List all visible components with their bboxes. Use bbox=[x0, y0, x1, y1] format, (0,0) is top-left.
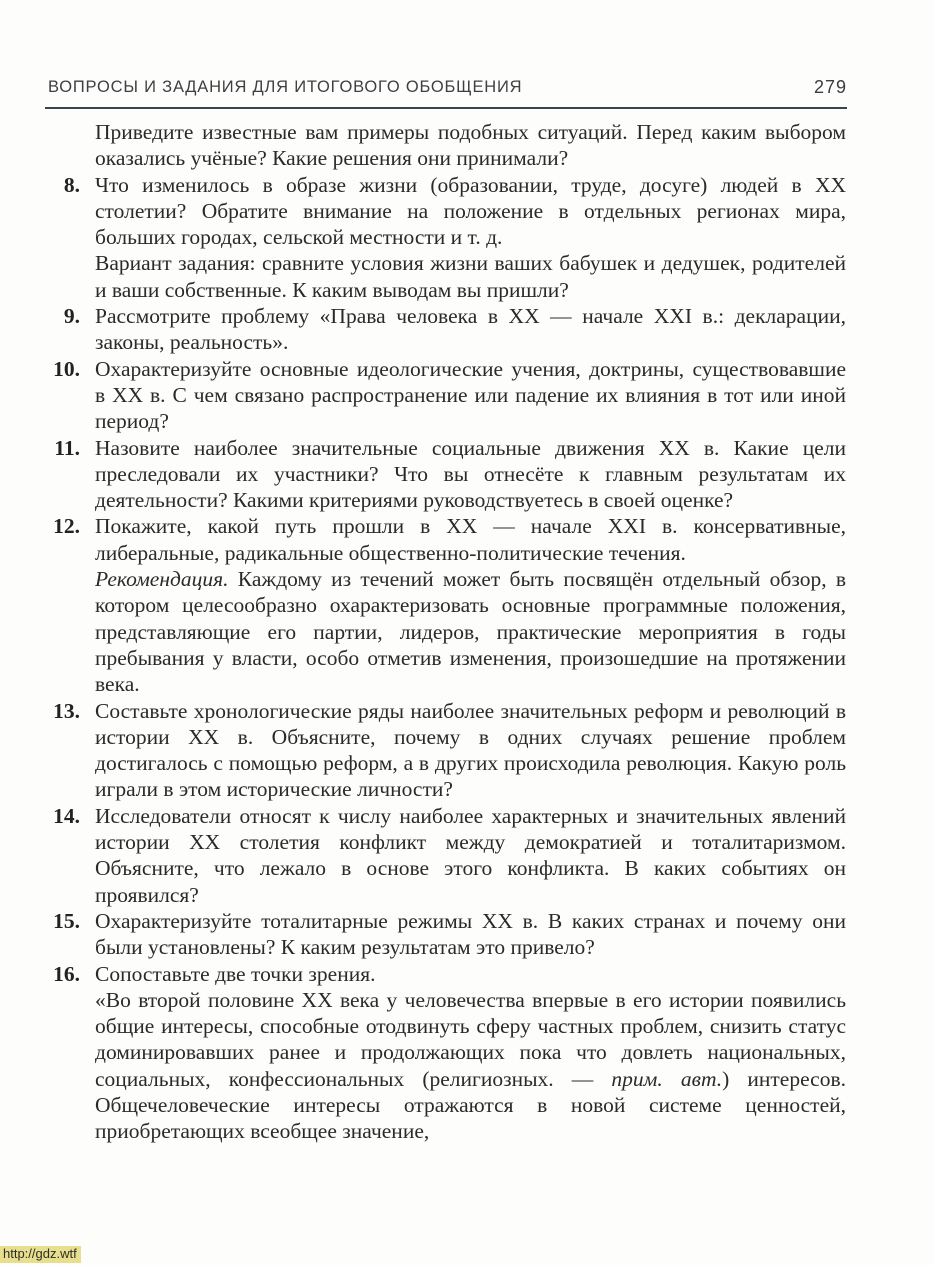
question-text: «Во второй половине XX века у человечества впервые в его истории появились общие интересы, способные отодвинуть сферу частных проблем, снизить статус доминировавших ранее и продолжающих пока что довлеть национальных, социальных, конфессиональных (религиозных. — bbox=[95, 987, 846, 1091]
question-item bbox=[63, 172, 846, 303]
question-item bbox=[53, 356, 846, 435]
question-paragraph bbox=[95, 803, 846, 908]
question-item bbox=[63, 303, 846, 356]
question-paragraph bbox=[95, 698, 846, 803]
question-item bbox=[53, 908, 846, 961]
question-text: Вариант задания: сравните условия жизни ваших бабушек и дедушек, родителей и ваши собственные. К каким выводам вы пришли? bbox=[95, 251, 846, 302]
question-text: Покажите, какой путь прошли в XX — начале XXI в. консервативные, либеральные, радикальные общественно-политические течения. bbox=[95, 514, 846, 565]
question-number: 8. bbox=[63, 172, 80, 197]
page-header bbox=[48, 78, 847, 100]
question-paragraph bbox=[95, 987, 846, 1145]
questions-list bbox=[53, 119, 846, 1145]
question-paragraph bbox=[95, 566, 846, 697]
question-item bbox=[53, 698, 846, 803]
question-text: Что изменилось в образе жизни (образовании, труде, досуге) людей в XX столетии? Обратите внимание на положение в отдельных регионах мира, больших городах, сельской местности и т. д. bbox=[95, 172, 846, 250]
question-text: ) интересов. Общечеловеческие интересы отражаются в новой системе ценностей, приобретающих всеобщее значение, bbox=[95, 1066, 846, 1144]
question-text: Исследователи относят к числу наиболее характерных и значительных явлений истории XX столетия конфликт между демократией и тоталитаризмом. Объясните, что лежало в основе этого конфликта. В каких событиях он проявился? bbox=[95, 803, 846, 907]
question-paragraph bbox=[95, 303, 846, 356]
question-number: 9. bbox=[63, 304, 80, 329]
question-item bbox=[53, 961, 846, 1145]
question-number: 10. bbox=[53, 356, 80, 381]
question-number: 12. bbox=[53, 514, 80, 539]
question-item bbox=[53, 513, 846, 697]
question-text: Рассмотрите проблему «Права человека в XX — начале XXI в.: декларации, законы, реальность». bbox=[95, 304, 846, 355]
question-number: 13. bbox=[53, 698, 80, 723]
question-text: Сопоставьте две точки зрения. bbox=[95, 961, 376, 986]
question-number: 15. bbox=[53, 908, 80, 933]
question-text: Приведите известные вам примеры подобных ситуаций. Перед каким выбором оказались учёные? Какие решения они принимали? bbox=[95, 120, 846, 171]
question-paragraph bbox=[95, 356, 846, 435]
question-text: Каждому из течений может быть посвящён отдельный обзор, в котором целесообразно охарактеризовать основные программные положения, представляющие его партии, лидеров, практические мероприятия в годы пребывания у власти, особо отметив изменения, произошедшие на протяжении века. bbox=[95, 567, 846, 697]
question-paragraph bbox=[95, 908, 846, 961]
question-paragraph bbox=[95, 119, 846, 172]
question-item bbox=[95, 119, 846, 172]
question-text: Составьте хронологические ряды наиболее значительных реформ и революций в истории XX в. Объясните, почему в одних случаях решение проблем достигалось с помощью реформ, а в других происходила революция. Какую роль играли в этом исторические личности? bbox=[95, 698, 846, 802]
question-paragraph bbox=[95, 250, 846, 303]
question-text-italic: Рекомендация. bbox=[95, 567, 229, 592]
question-item bbox=[53, 803, 846, 908]
question-paragraph bbox=[95, 961, 846, 987]
question-number: 16. bbox=[53, 961, 80, 986]
question-text: Охарактеризуйте тоталитарные режимы XX в. В каких странах и почему они были установлены? К каким результатам это привело? bbox=[95, 908, 846, 960]
question-number: 11. bbox=[54, 435, 80, 460]
header-rule bbox=[45, 107, 847, 109]
question-paragraph bbox=[95, 172, 846, 251]
question-paragraph bbox=[95, 435, 846, 514]
watermark-url: http://gdz.wtf bbox=[0, 1246, 81, 1263]
question-number: 14. bbox=[53, 803, 80, 828]
question-text: Назовите наиболее значительные социальные движения XX в. Какие цели преследовали их участники? Что вы отнесёте к главным результатам их деятельности? Какими критериями руководствуетесь в своей оценке? bbox=[95, 435, 846, 513]
question-text: Охарактеризуйте основные идеологические учения, доктрины, существовавшие в XX в. С чем связано распространение или падение их влияния в тот или иной период? bbox=[95, 356, 846, 434]
question-text-italic: прим. авт. bbox=[611, 1066, 723, 1091]
question-paragraph bbox=[95, 513, 846, 566]
question-item bbox=[54, 435, 846, 514]
page-number: 279 bbox=[813, 77, 847, 97]
page-header-title: ВОПРОСЫ И ЗАДАНИЯ ДЛЯ ИТОГОВОГО ОБОБЩЕНИЯ bbox=[48, 78, 523, 96]
